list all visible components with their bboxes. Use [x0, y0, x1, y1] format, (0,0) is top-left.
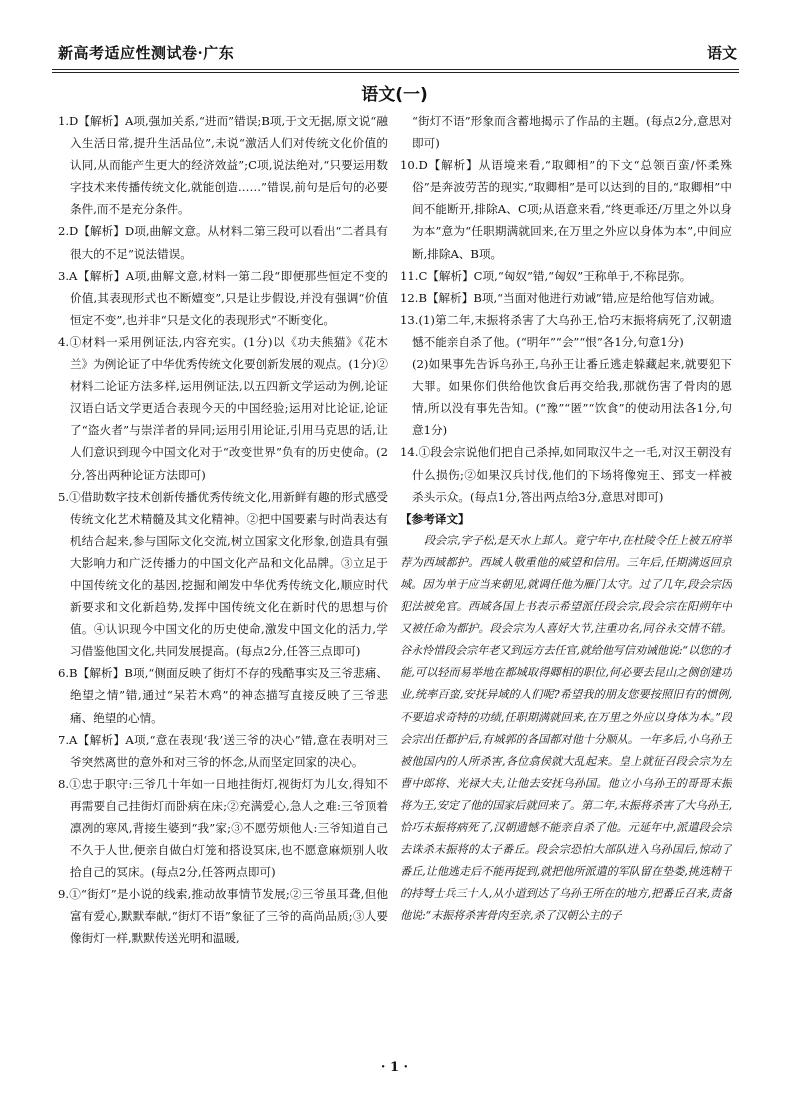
- answer-14: 14.①段会宗说他们把自己杀掉,如同取汉牛之一毛,对汉王朝没有什么损伤;②如果汉兵讨伐,他们的下场将像宛王、郅支一样被杀头示众。(每点1分,答出两点给3分,意思对即可): [400, 445, 732, 504]
- answer-11: 11.C【解析】C项,“匈奴”错,“匈奴”王称单于,不称昆弥。: [400, 268, 692, 283]
- header-rule: [52, 69, 739, 70]
- reference-translation-body: 段会宗,字子松,是天水上邽人。竟宁年中,在杜陵令任上被五府举荐为西域都护。西域人敬重他的威望和信用。三年后,任期满返回京城。因为单于应当来朝见,就调任他为雁门太守。过了几年,段会宗因犯法被免官。西域各国上书表示希望派任段会宗,段会宗在阳朔年中又被任命为都护。段会宗为人喜好大节,注重功名,同谷永交情不错。谷永怜惜段会宗年老又到远方去任官,就给他写信劝诫他说:“以您的才能,可以轻而易举地在都城取得卿相的职位,何必要去昆山之侧创建功业,统率百蛮,安抚异域的人们呢?希望我的朋友您要按照旧有的惯例,不要追求奇特的功绩,任职期满就回来,在万里之外应以身体为本。”段会宗出任都护后,有城郭的各国都对他十分顺从。一年多后,小乌孙王被他国内的人所杀害,各位翕侯就大乱起来。皇上就征召段会宗为左曹中郎将、光禄大夫,让他去安抚乌孙国。他立小乌孙王的哥哥末振将为王,安定了他的国家后就回来了。第二年,末振将杀害了大乌孙王,恰巧末振将病死了,汉朝遗憾不能亲自杀了他。元延年中,派遣段会宗去诛杀末振将的太子番丘。段会宗恐怕大部队进入乌孙国后,惊动了番丘,让他逃走后不能再捉到,就把他所派遣的军队留在垫娄,挑选精干的持弩士兵三十人,从小道到达了乌孙王所在的地方,把番丘召来,责备他说:“末振将杀害骨肉至亲,杀了汉朝公主的子: [400, 533, 732, 923]
- answer-3: 3.A【解析】A项,曲解文意,材料一第二段“即便那些恒定不变的价值,其表现形式也不断嬗变”,只是让步假设,并没有强调“价值恒定不变”,也并非“只是文化的表现形式”不断变化。: [58, 268, 388, 327]
- header-subject: 语文: [706, 44, 737, 62]
- answer-6: 6.B【解析】B项,“侧面反映了街灯不存的残酷事实及三爷悲痛、绝望之情”错,通过“呆若木鸡”的神态描写直接反映了三爷悲痛、绝望的心情。: [58, 666, 388, 725]
- answer-9-continued: “街灯不语”形象而含蓄地揭示了作品的主题。(每点2分,意思对即可): [412, 114, 732, 151]
- answer-9: 9.①“街灯”是小说的线索,推动故事情节发展;②三爷虽耳聋,但他富有爱心,默默奉献,“街灯不语”象征了三爷的高尚品质;③人要像街灯一样,默默传送光明和温暖,: [58, 887, 388, 946]
- answer-2: 2.D【解析】D项,曲解文意。从材料二第三段可以看出“二者具有很大的不足”说法错误。: [58, 224, 388, 261]
- page-number: · 1 ·: [380, 1060, 409, 1075]
- answer-5: 5.①借助数字技术创新传播优秀传统文化,用新鲜有趣的形式感受传统文化艺术精髓及其文化精神。②把中国要素与时尚表达有机结合起来,参与国际文化交流,树立国家文化形象,创造具有强大影响力和广泛传播力的中国文化产品和文化品牌。③立足于中国传统文化的基因,挖掘和阐发中华优秀传统文化,顺应时代新要求和文化新趋势,发挥中国传统文化在新时代的思想与价值。④认识现今中国文化的历史使命,激发中国文化的活力,学习借鉴他国文化,共同发展提高。(每点2分,任答三点即可): [58, 489, 388, 659]
- answer-1: 1.D【解析】A项,强加关系,“进而”错误;B项,于文无据,原文说“融入生活日常,提升生活品位”,未说“激活人们对传统文化价值的认同,从而能产生更大的经济效益”;C项,说法绝对,“只要运用数字技术来传播传统文化,就能创造……”错误,前句是后句的必要条件,而不是充分条件。: [58, 114, 388, 217]
- header-title: 新高考适应性测试卷·广东: [58, 44, 235, 62]
- answer-10: 10.D【解析】从语境来看,“取卿相”的下文“总领百蛮/怀柔殊俗”是奔波劳苦的现实,“取卿相”是可以达到的目的,“取卿相”中间不能断开,排除A、C项;从语意来看,“终更乖还/万里之外以身为本”意为“任职期满就回来,在万里之外应以身体为本”,中间应断,排除A、B项。: [400, 158, 732, 261]
- answer-12: 12.B【解析】B项,“当面对他进行劝诫”错,应是给他写信劝诫。: [400, 290, 722, 305]
- answer-13-1: 13.(1)第二年,末振将杀害了大乌孙王,恰巧末振将病死了,汉朝遗憾不能亲自杀了他。(“明年”“会”“恨”各1分,句意1分): [400, 312, 732, 349]
- left-column: [58, 110, 388, 1050]
- answer-8: 8.①忠于职守:三爷几十年如一日地挂街灯,视街灯为儿女,得知不再需要自己挂街灯而卧病在床;②充满爱心,急人之难:三爷顶着凛冽的寒风,背接生婆到“我”家;③不愿劳烦他人:三爷知道自己不久于人世,便亲自做白灯笼和搭设冥床,也不愿意麻烦别人收拾自己的冥床。(每点2分,任答两点即可): [58, 776, 388, 880]
- answer-4: 4.①材料一采用例证法,内容充实。(1分)以《功夫熊猫》《花木兰》为例论证了中华优秀传统文化要创新发展的观点。(1分)②材料二论证方法多样,运用例证法,以五四新文学运动为例,论证汉语白话文学更适合表现今天的中国经验;运用对比论证,论证了“盗火者”与崇洋者的异同;运用引用论证,引用马克思的话,让人们意识到现今中国文化对于“改变世界”负有的历史使命。(2分,答出两种论证方法即可): [58, 334, 388, 482]
- answer-7: 7.A【解析】A项,“意在表现‘我’送三爷的决心”错,意在表明对三爷突然离世的意外和对三爷的怀念,从而坚定回家的决心。: [58, 732, 388, 769]
- right-column: [400, 110, 732, 1050]
- reference-translation-heading: 【参考译文】: [400, 511, 470, 526]
- page-title: 语文(一): [361, 85, 428, 105]
- header-rule-thin: [52, 72, 739, 73]
- answer-13-2: (2)如果事先告诉乌孙王,乌孙王让番丘逃走躲藏起来,就要犯下大罪。如果你们供给他饮食后再交给我,那就伤害了骨肉的恩情,所以没有事先告知。(“豫”“匿”“饮食”的使动用法各1分,句意1分): [412, 357, 732, 438]
